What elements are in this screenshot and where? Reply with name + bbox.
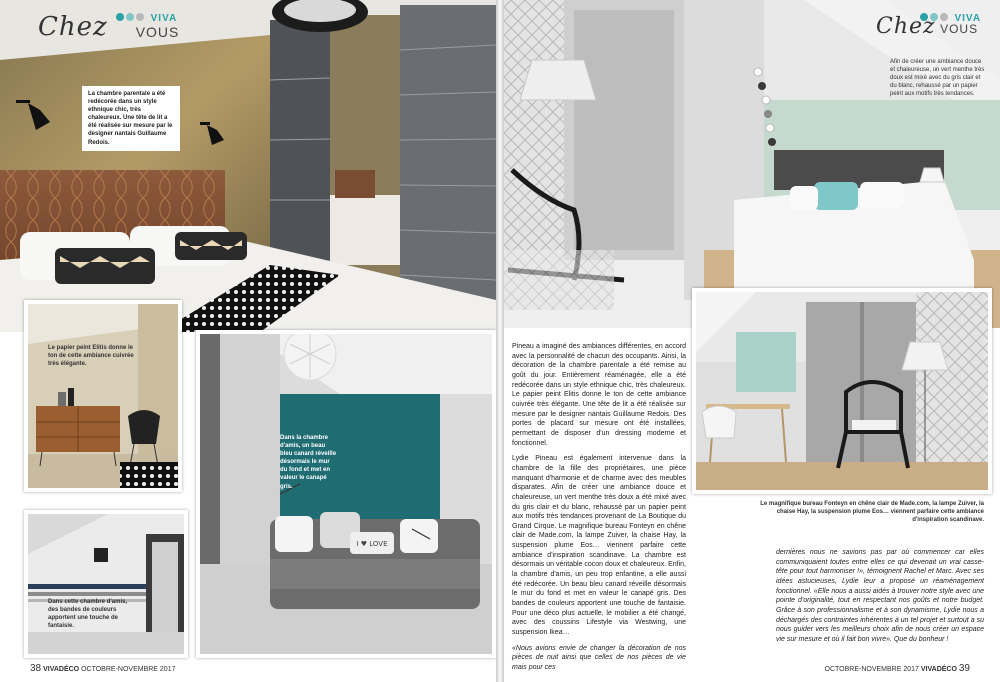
page-number-left: 38 <box>30 663 42 674</box>
article-paragraph: Lydie Pineau est également intervenue dans la chambre de la fille des propriétaires, une pièce manquant d'harmonie et de charme avec des meubles disparates. Afin de créer une ambiance douce et chaleureuse, un vert menthe très doux a été mixé avec du gris clair et du blanc, rehaussé par un papier peint aux motifs très tendances provenant de La Boutique du Grand Cirque. Le magnifique bureau Fonteyn en chêne clair de Made.com, la lampe Zuiver, la chaise Hay, la suspension plume Eos… viennent parfaire cette ambiance d'inspiration scandinave. La chambre est désormais un véritable cocon doux et chaleureux. Enfin, la chambre d'amis, un peu trop enfantine, a elle aussi été redécorée. Un beau bleu canard réveille désormais le mur du fond et met en valeur le canapé gris. Des bandes de couleurs apportent une touche de fantaisie. Pour une déco plus actuelle, le mobilier a été changé, avec des coussins Lifestyle via Westwing, une suspension Ikea… <box>512 455 686 637</box>
brand-chez: Chez <box>876 14 936 39</box>
caption-wallpaper: Le papier peint Elitis donne le ton de cette ambiance cuivrée très élégante. <box>48 345 134 368</box>
caption-office: Le magnifique bureau Fonteyn en chêne clair de Made.com, la lampe Zuiver, la chaise Hay, la suspension plume Eos… viennent parfaire cette ambiance d'inspiration scandinave. <box>760 501 984 524</box>
brand-dots-icon <box>116 8 182 25</box>
folio-right <box>825 663 970 674</box>
right-page <box>504 0 1000 682</box>
brand-vous: VOUS <box>940 22 979 36</box>
brand-viva: VIVA <box>954 13 982 24</box>
dot-icon <box>126 13 134 21</box>
folio-left <box>30 663 175 674</box>
page-gutter <box>496 0 504 682</box>
mint-bedroom-photo <box>504 0 1000 328</box>
dresser-illustration <box>28 304 178 488</box>
stripes-illustration <box>28 514 184 654</box>
mint-bedroom-illustration <box>504 0 1000 328</box>
caption-stripes: Dans cette chambre d'amis, des bandes de couleurs apportent une touche de fantaisie. <box>48 599 128 630</box>
dot-icon <box>136 13 144 21</box>
article-paragraph: dernières nous ne savions pas par où commencer car elles communiquaient toutes entre elles ce qui devenait un vrai casse-tête pour tout harmoniser !», témoignent Rachel et Marc. Avec ses idées astucieuses, Lydie leur a proposé un réaménagement fonctionnel. «Elle nous a aussi aidés à trouver notre style avec une pointe d'originalité, tout en respectant nos goûts et notre budget. Grâce à son professionnalisme et à son dynamisme, Lydie nous a déchargés des contraintes inhérentes à un tel projet et surtout a su nous guider vers les meilleurs choix afin de nous créer un espace vie sur mesure et où il fait bon vivre». Que du bonheur ! <box>776 549 984 643</box>
brand-chez: Chez <box>38 12 108 42</box>
master-bedroom-illustration <box>0 0 496 332</box>
page-number-right: 39 <box>958 663 970 674</box>
caption-top-right: Afin de créer une ambiance douce et chaleureuse, un vert menthe très doux est mixé avec du gris clair et du blanc, rehaussé par un papier peint aux motifs très tendances. <box>890 59 985 98</box>
guest-room-illustration <box>200 334 492 654</box>
brand-viva: VIVA <box>150 13 178 24</box>
folio-date-left: OCTOBRE-NOVEMBRE 2017 <box>81 666 176 673</box>
stripes-photo <box>24 510 188 658</box>
brand-vous: VOUS <box>135 24 180 40</box>
article-paragraph: Pineau a imaginé des ambiances différentes, en accord avec la personnalité de chacun des occupants. Ainsi, la décoration de la chambre parentale a été remise au goût du jour. Entièrement réaménagée, elle a été redécorée dans un style ethnique chic, très chaleureux. Le papier peint Elitis donne le ton de cette ambiance cuivrée très élégante. Une tête de lit a été réalisée sur mesure par le designer nantais Guillaume Redois. Des portes de placard sur mesure ont été installées, permettant de disposer d'un dressing moderne et fonctionnel. <box>512 343 686 447</box>
article-column-2 <box>776 548 984 651</box>
article-paragraph: «Nous avions envie de changer la décoration de nos pièces de nuit ainsi que celles de nos pièces de vie mais pour ces <box>512 644 686 671</box>
folio-mag-right: VIVADÉCO <box>920 666 957 673</box>
article-column-1 <box>512 342 686 679</box>
guest-room-photo <box>196 330 496 658</box>
caption-guest-room: Dans la chambre d'amis, un beau bleu canard réveille désormais le mur du fond et met en valeur le canapé gris. <box>280 435 337 490</box>
brand-header-right <box>876 6 982 39</box>
dresser-photo <box>24 300 182 492</box>
pillow-text: I ♥ LOVE <box>356 540 388 548</box>
master-bedroom-photo <box>0 0 496 332</box>
dot-icon <box>116 13 124 21</box>
folio-date-right: OCTOBRE-NOVEMBRE 2017 <box>824 666 919 673</box>
office-photo <box>692 288 992 494</box>
dot-icon <box>940 13 948 21</box>
brand-header-left <box>38 12 225 42</box>
office-illustration <box>696 292 988 490</box>
left-page <box>0 0 496 682</box>
folio-mag-left: VIVADÉCO <box>43 666 80 673</box>
caption-master-bedroom: La chambre parentale a été redécorée dans un style ethnique chic, très chaleureux. Une tête de lit a été réalisée sur mesure par le designer nantais Guillaume Redois. <box>82 86 180 151</box>
